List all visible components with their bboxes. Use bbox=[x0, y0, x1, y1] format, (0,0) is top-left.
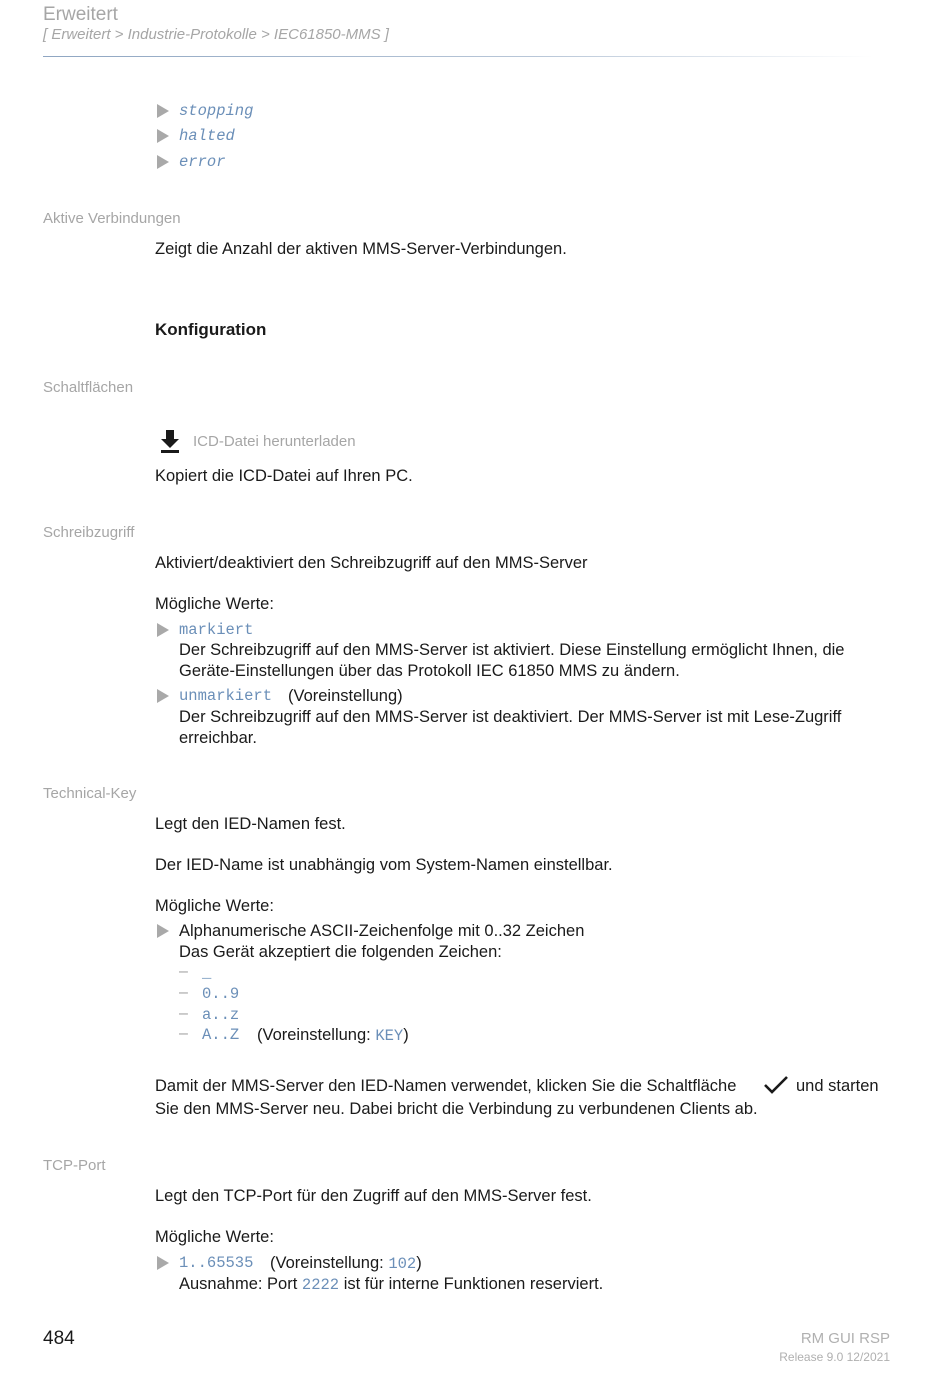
char-underscore: _ bbox=[202, 964, 212, 982]
active-connections-description: Zeigt die Anzahl der aktiven MMS-Server-Verbindungen. bbox=[155, 240, 567, 258]
technical-key-default: (Voreinstellung: KEY) bbox=[257, 1026, 409, 1045]
field-label-technical-key: Technical-Key bbox=[43, 785, 137, 802]
technical-key-note-line-2: Sie den MMS-Server neu. Dabei bricht die Verbindung zu verbundenen Clients ab. bbox=[155, 1100, 758, 1118]
write-option-unchecked-desc-1: Der Schreibzugriff auf den MMS-Server ist deaktiviert. Der MMS-Server ist mit Lese-Zugriff bbox=[179, 708, 842, 726]
technical-key-option-sub: Das Gerät akzeptiert die folgenden Zeichen: bbox=[179, 943, 502, 961]
bullet-triangle-icon bbox=[157, 924, 169, 938]
technical-key-note-line-1: Damit der MMS-Server den IED-Namen verwendet, klicken Sie die Schaltfläche bbox=[155, 1077, 737, 1095]
technical-key-line-2: Der IED-Name ist unabhängig vom System-Namen einstellbar. bbox=[155, 856, 613, 874]
write-option-unchecked-desc-2: erreichbar. bbox=[179, 729, 257, 747]
field-label-write-access: Schreibzugriff bbox=[43, 524, 135, 541]
char-uppercase: A..Z bbox=[202, 1026, 240, 1044]
tcp-port-range: 1..65535 bbox=[179, 1254, 254, 1272]
checkmark-icon bbox=[763, 1074, 789, 1096]
field-label-buttons: Schaltflächen bbox=[43, 379, 134, 396]
dash-bullet: – bbox=[179, 1025, 188, 1042]
bullet-triangle-icon bbox=[157, 104, 169, 118]
header-divider bbox=[43, 56, 873, 57]
write-option-checked-desc-1: Der Schreibzugriff auf den MMS-Server ist aktiviert. Diese Einstellung ermöglicht Ihnen, die bbox=[179, 641, 845, 659]
field-label-active-connections: Aktive Verbindungen bbox=[43, 210, 181, 227]
tcp-port-exception: Ausnahme: Port 2222 ist für interne Funktionen reserviert. bbox=[179, 1275, 604, 1294]
tcp-port-default: (Voreinstellung: 102) bbox=[270, 1254, 422, 1273]
technical-key-line-1: Legt den IED-Namen fest. bbox=[155, 815, 346, 833]
status-value-halted: halted bbox=[179, 127, 235, 145]
write-access-possible-values: Mögliche Werte: bbox=[155, 595, 274, 613]
tcp-port-possible-values: Mögliche Werte: bbox=[155, 1228, 274, 1246]
page-header-title: Erweitert bbox=[43, 4, 118, 25]
bullet-triangle-icon bbox=[157, 689, 169, 703]
technical-key-possible-values: Mögliche Werte: bbox=[155, 897, 274, 915]
bullet-triangle-icon bbox=[157, 623, 169, 637]
write-option-checked-desc-2: Geräte-Einstellungen über das Protokoll IEC 61850 MMS zu ändern. bbox=[179, 662, 680, 680]
technical-key-note-line-1-end: und starten bbox=[796, 1077, 879, 1095]
download-description: Kopiert die ICD-Datei auf Ihren PC. bbox=[155, 467, 413, 485]
field-label-tcp-port: TCP-Port bbox=[43, 1157, 106, 1174]
footer-product: RM GUI RSP bbox=[800, 1330, 890, 1347]
download-icd-button-label[interactable]: ICD-Datei herunterladen bbox=[193, 433, 356, 450]
bullet-triangle-icon bbox=[157, 1256, 169, 1270]
download-icon[interactable] bbox=[158, 428, 182, 454]
technical-key-option: Alphanumerische ASCII-Zeichenfolge mit 0..32 Zeichen bbox=[179, 922, 585, 940]
page-number: 484 bbox=[43, 1328, 75, 1349]
bullet-triangle-icon bbox=[157, 155, 169, 169]
status-value-error: error bbox=[179, 153, 226, 171]
bullet-triangle-icon bbox=[157, 129, 169, 143]
tcp-port-description: Legt den TCP-Port für den Zugriff auf den MMS-Server fest. bbox=[155, 1187, 592, 1205]
write-option-unchecked-default: (Voreinstellung) bbox=[288, 687, 403, 705]
write-access-description: Aktiviert/deaktiviert den Schreibzugriff auf den MMS-Server bbox=[155, 554, 588, 572]
char-digits: 0..9 bbox=[202, 985, 240, 1003]
breadcrumb: [ Erweitert > Industrie-Protokolle > IEC61850-MMS ] bbox=[43, 26, 389, 43]
footer-release: Release 9.0 12/2021 bbox=[779, 1350, 890, 1364]
char-lowercase: a..z bbox=[202, 1006, 240, 1024]
dash-bullet: – bbox=[179, 1005, 188, 1022]
dash-bullet: – bbox=[179, 984, 188, 1001]
section-heading-configuration: Konfiguration bbox=[155, 320, 267, 339]
write-option-unchecked: unmarkiert bbox=[179, 687, 273, 705]
write-option-checked: markiert bbox=[179, 621, 254, 639]
dash-bullet: – bbox=[179, 963, 188, 980]
status-value-stopping: stopping bbox=[179, 102, 254, 120]
